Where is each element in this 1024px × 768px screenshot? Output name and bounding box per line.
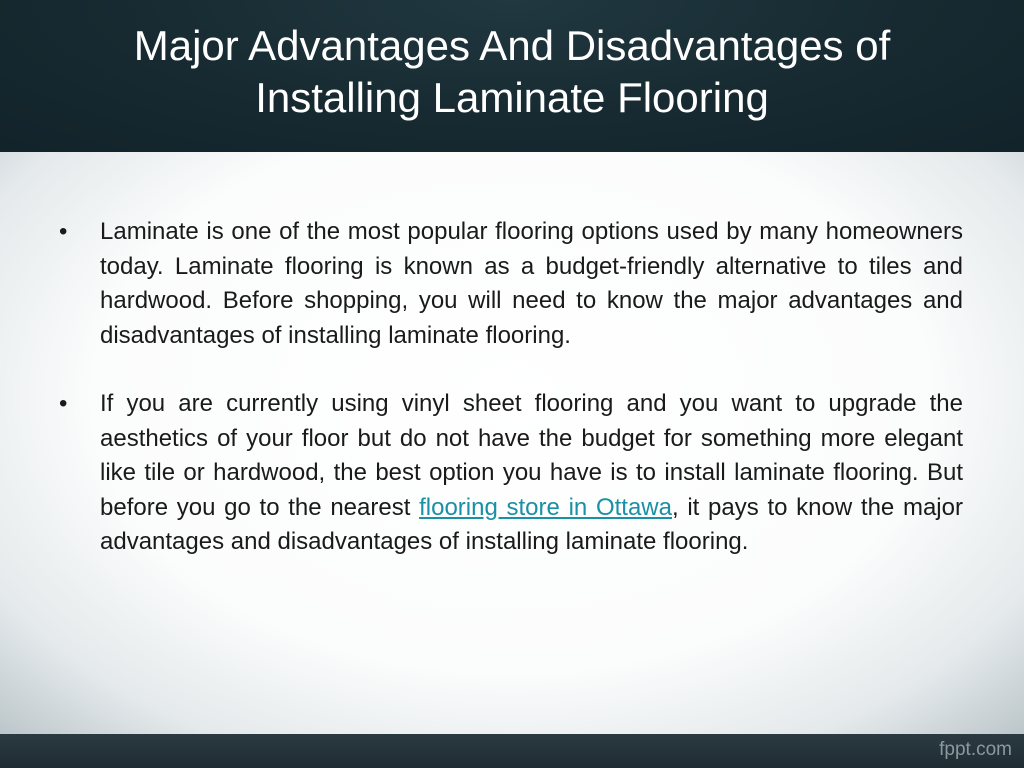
slide-title	[62, 20, 962, 124]
footer-bar	[0, 734, 1024, 768]
slide-title-line-2: Installing Laminate Flooring	[255, 74, 769, 121]
slide-body	[0, 152, 1024, 734]
slide-title-line-1: Major Advantages And Disadvantages of	[133, 22, 891, 69]
bullet-item	[59, 387, 963, 560]
watermark: fppt.com	[939, 739, 1012, 760]
bullet-text-before-link: If you are currently using vinyl sheet flooring and you want to upgrade the aesthetics of your floor but do not have the budget for something more elegant like tile or hardwood, the best option you have is to install laminate flooring. But before you go to the nearest	[100, 390, 963, 521]
flooring-store-link[interactable]: flooring store in Ottawa	[419, 493, 672, 521]
bullet-text-after-link: , it pays to know the major advantages and disadvantages of installing laminate flooring.	[100, 493, 963, 555]
bullet-dot-icon: •	[59, 218, 68, 245]
bullet-dot-icon: •	[59, 390, 68, 417]
title-bar	[0, 0, 1024, 152]
bullet-text: Laminate is one of the most popular flooring options used by many homeowners today. Laminate flooring is known as a budget-friendly alternative to tiles and hardwood. Before shopping, you will need to know the major advantages and disadvantages of installing laminate flooring.	[100, 218, 963, 349]
bullet-list	[59, 215, 963, 594]
bullet-item	[59, 215, 963, 353]
